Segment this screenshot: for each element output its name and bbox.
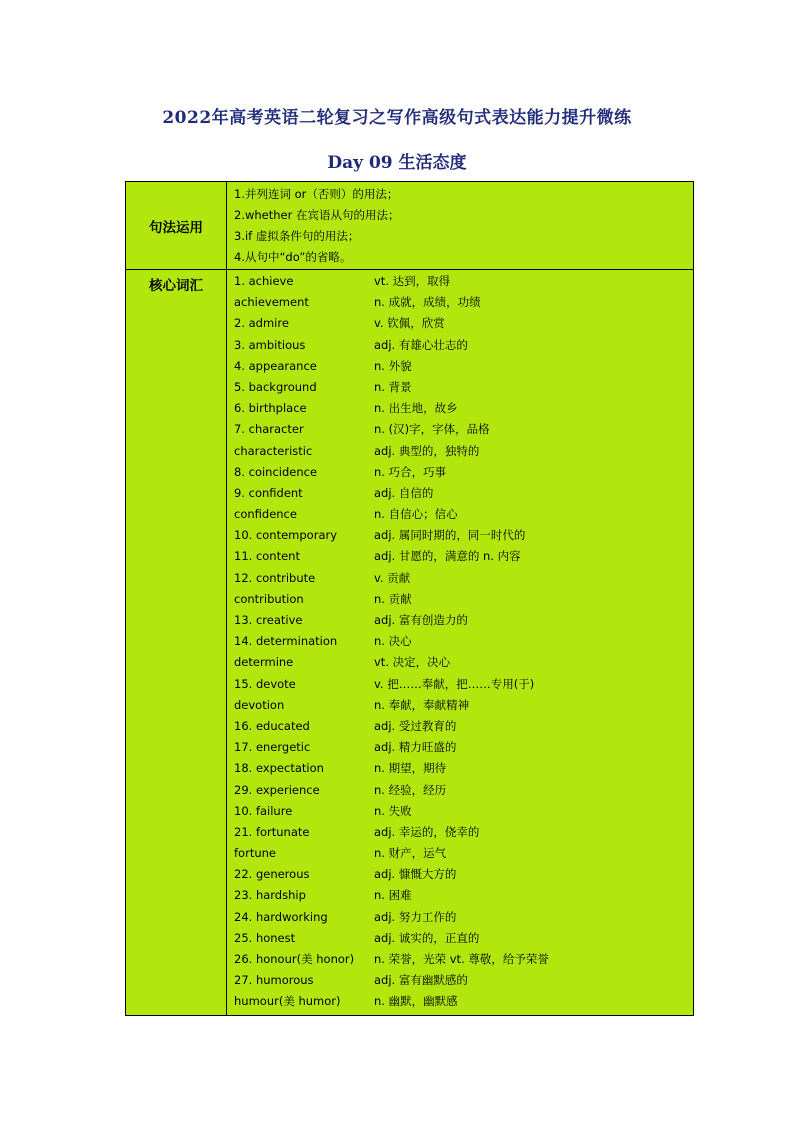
vocab-meaning: adj. 有雄心壮志的: [374, 337, 468, 352]
vocab-item: [234, 525, 693, 546]
vocab-item: [234, 652, 693, 673]
vocab-word: devotion: [234, 697, 285, 712]
vocab-item: [234, 822, 693, 843]
vocab-item: [234, 589, 693, 610]
vocab-meaning: n. (汉)字，字体，品格: [374, 422, 490, 437]
document-subtitle: Day 09 生活态度: [327, 153, 467, 173]
vocab-item: [234, 907, 693, 928]
vocab-word: 9. confident: [234, 485, 303, 500]
vocab-item: [234, 335, 693, 356]
vocab-word: 17. energetic: [234, 740, 311, 755]
vocab-meaning: adj. 富有创造力的: [374, 613, 468, 627]
vocab-heading: 核心词汇: [126, 270, 227, 1016]
vocab-meaning: n. 自信心；信心: [374, 507, 458, 522]
vocab-word: 29. experience: [234, 782, 320, 797]
vocab-item: [234, 441, 693, 462]
content-table: [125, 181, 694, 1016]
vocab-meaning: adj. 精力旺盛的: [374, 740, 457, 755]
vocab-meaning: n. 出生地，故乡: [374, 401, 458, 416]
vocab-word: 13. creative: [234, 613, 303, 627]
vocab-item: [234, 949, 693, 970]
vocab-word: 15. devote: [234, 676, 296, 691]
vocab-meaning: n. 经验，经历: [374, 782, 447, 797]
vocab-word: 4. appearance: [234, 358, 317, 373]
vocab-word: contribution: [234, 591, 304, 606]
vocab-item: [234, 758, 693, 779]
vocab-word: 14. determination: [234, 634, 338, 649]
vocab-word: 12. contribute: [234, 570, 316, 585]
vocab-word: fortune: [234, 846, 276, 861]
vocab-meaning: v. 把……奉献，把……专用(于): [374, 676, 535, 691]
vocab-word: 2. admire: [234, 316, 289, 331]
vocab-meaning: n. 成就，成绩，功绩: [374, 295, 481, 310]
vocab-meaning: n. 困难: [374, 888, 412, 903]
vocab-meaning: adj. 富有幽默感的: [374, 973, 468, 988]
vocab-item: [234, 801, 693, 822]
vocab-item: [234, 292, 693, 313]
vocab-meaning: n. 期望，期待: [374, 761, 447, 776]
vocab-word: characteristic: [234, 443, 313, 458]
vocab-meaning: adj. 幸运的，侥幸的: [374, 824, 480, 839]
vocab-meaning: n. 失败: [374, 803, 412, 818]
syntax-item: 4.从句中“do”的省略。: [234, 250, 352, 264]
vocab-word: achievement: [234, 295, 309, 310]
vocab-item: [234, 864, 693, 885]
vocab-list: [227, 270, 694, 1016]
vocab-item: [234, 377, 693, 398]
vocab-meaning: adj. 受过教育的: [374, 718, 457, 733]
vocab-item: [234, 780, 693, 801]
vocab-item: [234, 356, 693, 377]
vocab-item: [234, 970, 693, 991]
vocab-meaning: adj. 诚实的，正直的: [374, 930, 480, 945]
syntax-row: [126, 182, 694, 270]
vocab-word: 11. content: [234, 549, 300, 564]
vocab-item: [234, 674, 693, 695]
vocab-word: confidence: [234, 507, 297, 522]
vocab-item: [234, 610, 693, 631]
vocab-meaning: n. 幽默，幽默感: [374, 994, 458, 1009]
vocab-item: [234, 504, 693, 525]
vocab-word: 23. hardship: [234, 888, 306, 903]
vocab-word: 24. hardworking: [234, 909, 328, 924]
syntax-item: 3.if 虚拟条件句的用法；: [234, 229, 360, 243]
vocab-meaning: n. 决心: [374, 634, 412, 649]
vocab-row: [126, 270, 694, 1016]
vocab-word: 6. birthplace: [234, 401, 307, 416]
vocab-word: 10. contemporary: [234, 528, 338, 543]
vocab-meaning: n. 巧合，巧事: [374, 464, 447, 479]
vocab-meaning: v. 钦佩，欣赏: [374, 316, 445, 331]
vocab-item: [234, 398, 693, 419]
vocab-meaning: n. 荣誉，光荣 vt. 尊敬，给予荣誉: [374, 952, 549, 966]
vocab-item: [234, 885, 693, 906]
vocab-item: [234, 843, 693, 864]
vocab-word: 21. fortunate: [234, 824, 310, 839]
vocab-meaning: n. 背景: [374, 379, 412, 394]
vocab-item: [234, 271, 693, 292]
vocab-item: [234, 737, 693, 758]
vocab-meaning: vt. 达到，取得: [374, 274, 451, 288]
syntax-item: 1.并列连词 or（否则）的用法；: [234, 187, 399, 201]
vocab-word: 3. ambitious: [234, 337, 306, 352]
document-title: 2022年高考英语二轮复习之写作高级句式表达能力提升微练: [162, 108, 632, 128]
vocab-meaning: adj. 慷慨大方的: [374, 867, 457, 882]
vocab-item: [234, 928, 693, 949]
vocab-item: [234, 483, 693, 504]
vocab-word: 1. achieve: [234, 274, 294, 288]
vocab-word: 5. background: [234, 379, 317, 394]
vocab-meaning: vt. 决定，决心: [374, 655, 451, 670]
syntax-list: [227, 182, 694, 270]
vocab-word: 8. coincidence: [234, 464, 318, 479]
vocab-meaning: adj. 甘愿的，满意的 n. 内容: [374, 549, 521, 564]
vocab-word: 27. humorous: [234, 973, 314, 988]
vocab-item: [234, 568, 693, 589]
vocab-word: 7. character: [234, 422, 304, 437]
vocab-word: humour(美 humor): [234, 994, 341, 1009]
vocab-meaning: adj. 努力工作的: [374, 909, 457, 924]
vocab-meaning: adj. 属同时期的，同一时代的: [374, 528, 526, 543]
vocab-word: 10. failure: [234, 803, 293, 818]
vocab-meaning: adj. 典型的，独特的: [374, 443, 480, 458]
syntax-heading: 句法运用: [126, 182, 227, 270]
vocab-item: [234, 546, 693, 567]
vocab-item: [234, 991, 693, 1012]
vocab-item: [234, 419, 693, 440]
vocab-word: 26. honour(美 honor): [234, 952, 355, 966]
vocab-meaning: n. 财产，运气: [374, 846, 447, 861]
vocab-meaning: n. 贡献: [374, 591, 412, 606]
vocab-word: determine: [234, 655, 294, 670]
vocab-meaning: n. 外貌: [374, 358, 412, 373]
vocab-word: 16. educated: [234, 718, 310, 733]
vocab-item: [234, 695, 693, 716]
vocab-word: 25. honest: [234, 930, 296, 945]
vocab-item: [234, 313, 693, 334]
vocab-meaning: adj. 自信的: [374, 485, 434, 500]
vocab-item: [234, 462, 693, 483]
vocab-word: 22. generous: [234, 867, 310, 882]
vocab-meaning: v. 贡献: [374, 570, 411, 585]
syntax-item: 2.whether 在宾语从句的用法；: [234, 208, 400, 222]
vocab-item: [234, 716, 693, 737]
vocab-word: 18. expectation: [234, 761, 324, 776]
vocab-meaning: n. 奉献，奉献精神: [374, 697, 470, 712]
vocab-item: [234, 631, 693, 652]
